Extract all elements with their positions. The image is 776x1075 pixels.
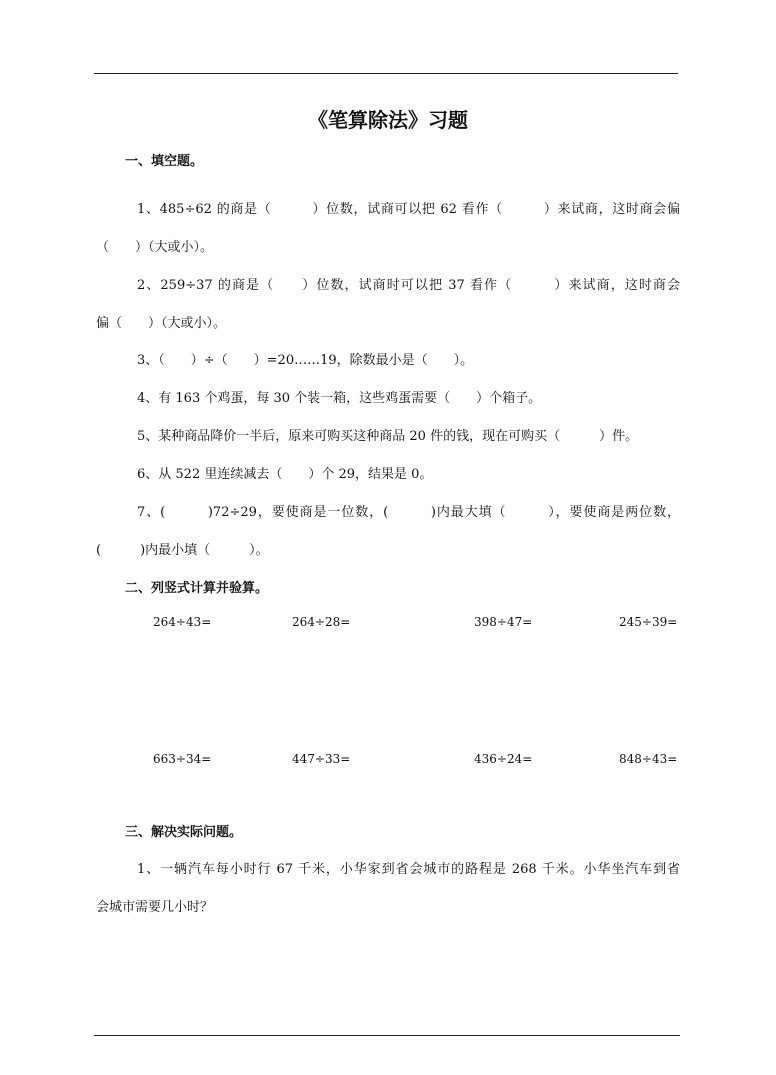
- question-5: 5、某种商品降价一半后，原来可购买这种商品 20 件的钱，现在可购买（ ）件。: [137, 429, 639, 444]
- calc-problem: 264÷43=: [153, 615, 212, 629]
- calc-problem: 663÷34=: [153, 752, 212, 766]
- question-2-line-1: 2、259÷37 的商是（ ）位数，试商时可以把 37 看作（ ）来试商，这时商会: [137, 278, 680, 293]
- top-rule: [94, 73, 678, 74]
- calc-problem: 398÷47=: [474, 615, 533, 629]
- word-problem-1-line-1: 1、一辆汽车每小时行 67 千米，小华家到省会城市的路程是 268 千米。小华坐汽车到省: [137, 862, 680, 877]
- question-1-line-2: （ ）（大或小）。: [96, 240, 214, 255]
- page-title: 《笔算除法》习题: [308, 108, 468, 132]
- question-6: 6、从 522 里连续减去（ ）个 29，结果是 0。: [137, 467, 433, 482]
- question-2-line-2: 偏（ ）（大或小）。: [96, 316, 227, 331]
- question-7-line-2: ( )内最小填（ ）。: [96, 543, 269, 558]
- section-word-problems-heading: 三、解决实际问题。: [125, 825, 243, 840]
- section-fill-blank-heading: 一、填空题。: [125, 154, 204, 169]
- calc-problem: 447÷33=: [292, 752, 351, 766]
- calc-problem: 245÷39=: [619, 615, 678, 629]
- question-1-line-1: 1、485÷62 的商是（ ）位数，试商可以把 62 看作（ ）来试商，这时商会偏: [137, 202, 680, 217]
- question-3: 3、（ ）÷（ ）=20……19，除数最小是（ ）。: [137, 353, 474, 368]
- question-4: 4、有 163 个鸡蛋，每 30 个装一箱，这些鸡蛋需要（ ）个箱子。: [137, 391, 542, 406]
- question-7-line-1: 7、( )72÷29，要使商是一位数，( )内最大填（ ），要使商是两位数，: [137, 505, 680, 520]
- bottom-rule: [94, 1035, 680, 1036]
- calc-problem: 264÷28=: [292, 615, 351, 629]
- word-problem-1-line-2: 会城市需要几小时？: [96, 900, 214, 915]
- section-vertical-calc-heading: 二、列竖式计算并验算。: [125, 581, 269, 596]
- calc-problem: 436÷24=: [474, 752, 533, 766]
- calc-problem: 848÷43=: [619, 752, 678, 766]
